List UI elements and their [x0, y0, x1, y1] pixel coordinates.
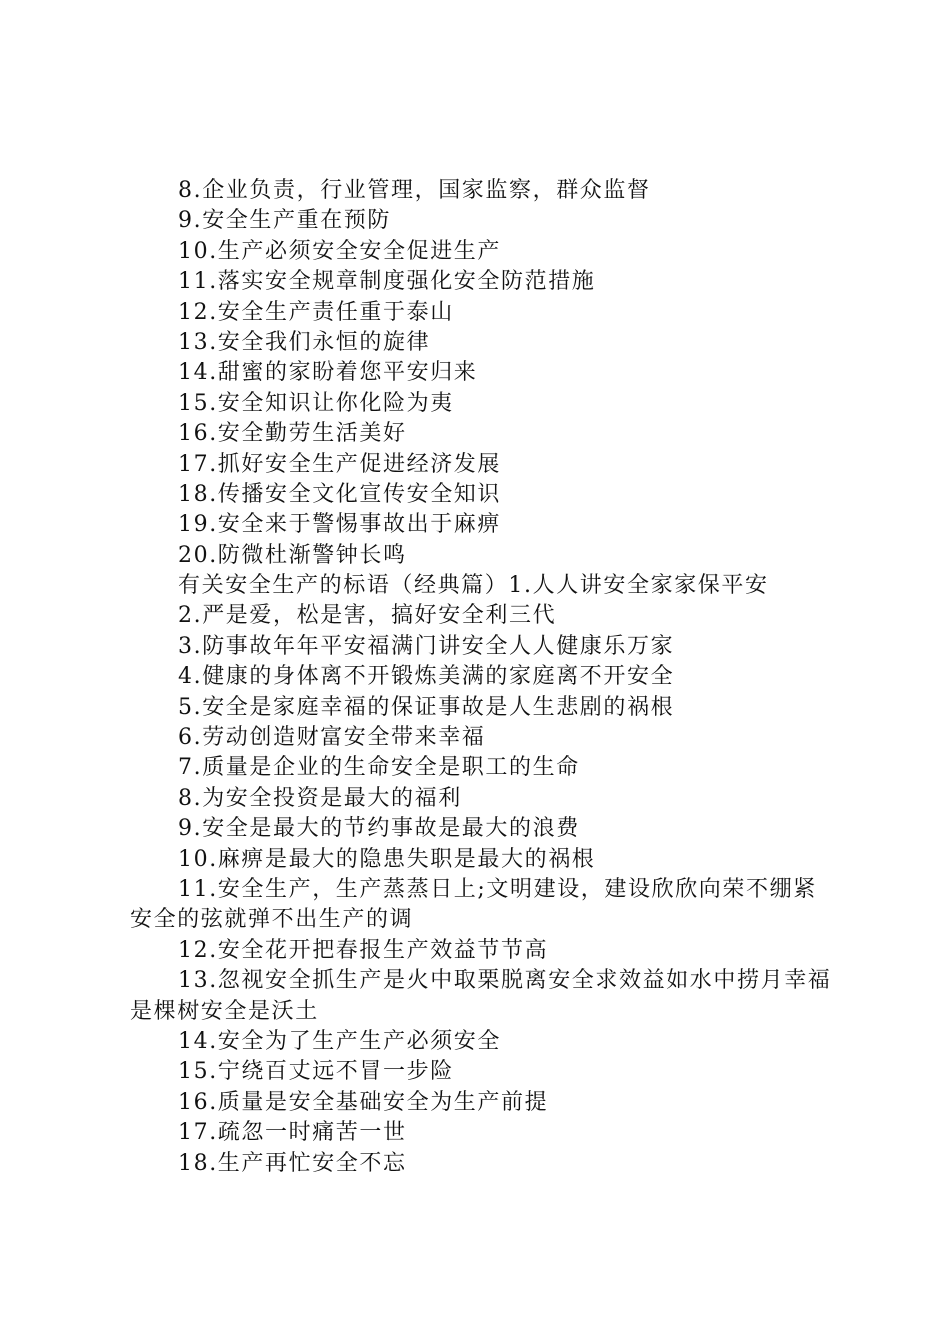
slogan-line: 8.企业负责，行业管理，国家监察，群众监督: [178, 178, 651, 203]
slogan-line: 15.宁绕百丈远不冒一步险: [178, 1059, 454, 1085]
slogan-line: 7.质量是企业的生命安全是职工的生命: [178, 755, 580, 781]
slogan-line: 16.质量是安全基础安全为生产前提: [178, 1089, 549, 1115]
slogan-line: 18.传播安全文化宣传安全知识: [178, 481, 501, 507]
slogan-line: 12.安全花开把春报生产效益节节高: [178, 937, 549, 963]
slogan-line: 11.落实安全规章制度强化安全防范措施: [178, 269, 596, 295]
slogan-line: 10.麻痹是最大的隐患失职是最大的祸根: [178, 846, 596, 872]
slogan-line: 14.安全为了生产生产必须安全: [178, 1029, 501, 1054]
slogan-line: 14.甜蜜的家盼着您平安归来: [178, 360, 478, 386]
slogan-line: 10.生产必须安全安全促进生产: [178, 238, 501, 264]
slogan-line: 12.安全生产责任重于泰山: [178, 299, 454, 325]
slogan-line: 9.安全生产重在预防: [178, 208, 391, 234]
slogan-paragraph: 11.安全生产，生产蒸蒸日上;文明建设，建设欣欣向荣不绷紧安全的弦就弹不出生产的调: [130, 876, 817, 933]
slogan-line: 5.安全是家庭幸福的保证事故是人生悲剧的祸根: [178, 694, 675, 720]
slogan-line: 8.为安全投资是最大的福利: [178, 785, 462, 811]
section-heading-line: 有关安全生产的标语（经典篇）1.人人讲安全家家保平安: [178, 573, 769, 599]
slogan-line: 15.安全知识让你化险为夷: [178, 390, 454, 416]
slogan-line: 20.防微杜渐警钟长鸣: [178, 542, 407, 568]
slogan-line: 17.疏忽一时痛苦一世: [178, 1120, 407, 1146]
slogan-line: 9.安全是最大的节约事故是最大的浪费: [178, 816, 580, 842]
slogan-line: 2.严是爱，松是害，搞好安全利三代: [178, 603, 557, 629]
slogan-line: 17.抓好安全生产促进经济发展: [178, 451, 501, 477]
slogan-line: 6.劳动创造财富安全带来幸福: [178, 725, 486, 751]
slogan-line: 18.生产再忙安全不忘: [178, 1150, 407, 1176]
slogan-line: 19.安全来于警惕事故出于麻痹: [178, 512, 501, 538]
slogan-line: 16.安全勤劳生活美好: [178, 421, 407, 447]
slogan-line: 4.健康的身体离不开锻炼美满的家庭离不开安全: [178, 664, 675, 690]
slogan-paragraph: 13.忽视安全抓生产是火中取栗脱离安全求效益如水中捞月幸福是棵树安全是沃土: [130, 968, 832, 1024]
document-body: [130, 176, 836, 1179]
slogan-line: 3.防事故年年平安福满门讲安全人人健康乐万家: [178, 633, 675, 659]
slogan-line: 13.安全我们永恒的旋律: [178, 329, 431, 355]
